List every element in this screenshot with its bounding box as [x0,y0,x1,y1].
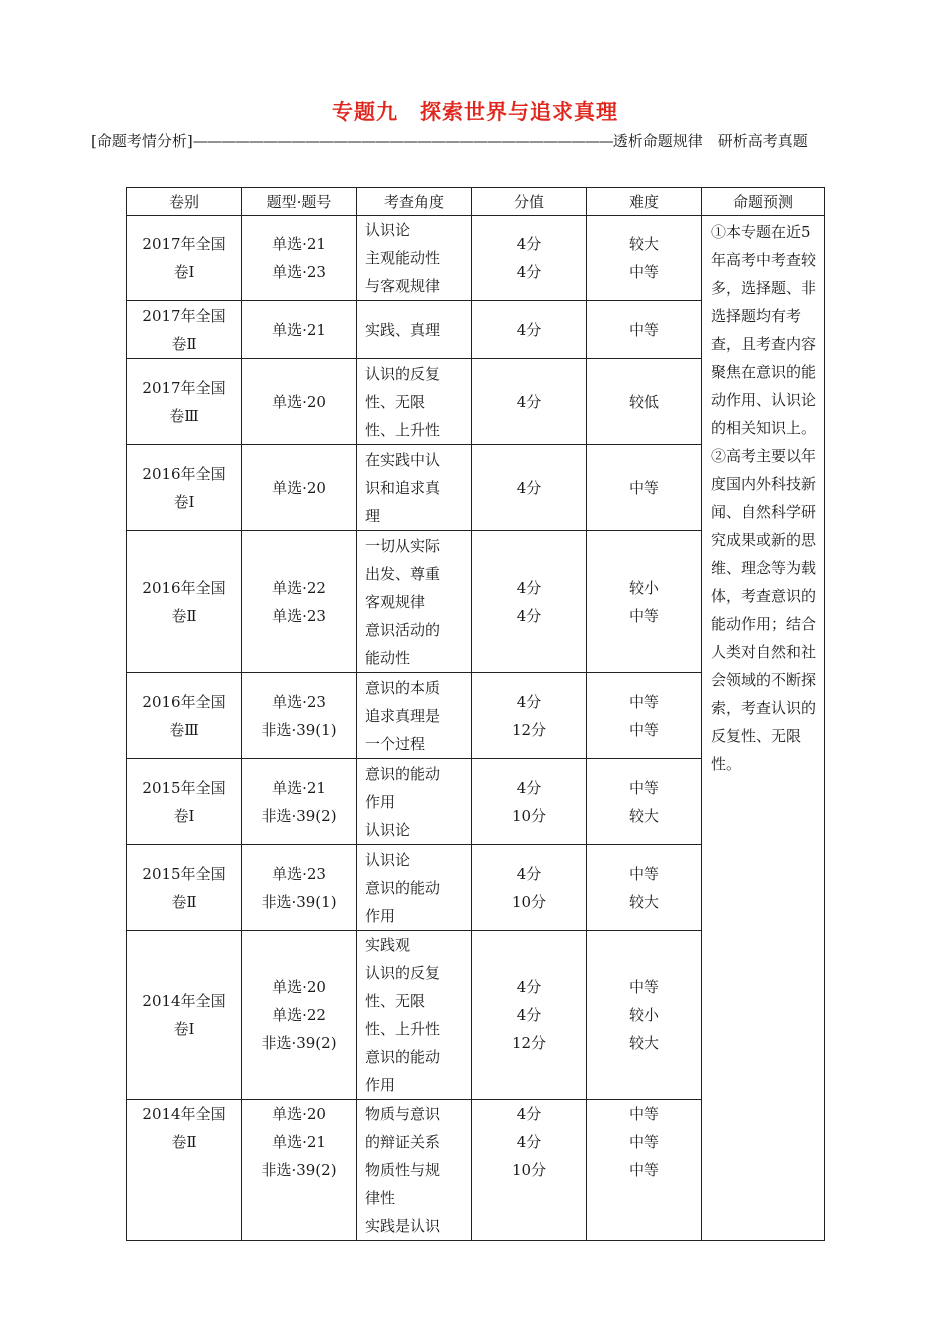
score-cell [472,531,587,673]
score-cell [472,759,587,845]
angle-line: 作用 [365,792,396,811]
difficulty-line: 中等 [628,478,659,497]
score-cell [472,673,587,759]
angle-line: 的辩证关系 [365,1133,441,1151]
type-line: 单选·21 [272,235,326,253]
difficulty-cell [587,673,702,759]
difficulty-line: 中等 [628,864,659,883]
difficulty-line: 较小 [628,578,659,597]
angle-line: 意识的能动 [365,764,441,783]
score-line: 4分 [516,320,542,339]
paper-cell [127,759,242,845]
difficulty-line: 中等 [628,1133,659,1151]
type-line: 非选·39(1) [261,720,337,739]
angle-line: 认识的反复 [365,964,441,982]
header-paper: 卷别 [127,188,242,216]
paper-line: 2016年全国 [142,464,226,483]
intro-dashes: —————————————————————————————— [192,132,613,150]
paper-line: 2014年全国 [142,1105,226,1123]
paper-cell [127,1100,242,1241]
paper-line: 卷Ⅲ [169,406,199,425]
paper-line: 卷Ⅱ [171,1133,197,1151]
angle-line: 主观能动性 [365,249,441,267]
paper-line: 卷Ⅱ [171,334,197,353]
difficulty-line: 较大 [628,1034,659,1052]
type-line: 单选·23 [272,263,326,281]
prediction-cell: ①本专题在近5年高考中考查较多，选择题、非选择题均有考查，且考查内容聚焦在意识的能动作用、认识论的相关知识上。②高考主要以年度国内外科技新闻、自然科学研究成果或新的思维、理念等为载体，考查意识的能动作用；结合人类对自然和社会领域的不断探索，考查认识的反复性、无限性。 [702,216,825,1241]
exam-analysis-table [126,187,825,1241]
angle-line: 能动性 [365,648,411,667]
angle-line: 物质性与规 [365,1161,441,1179]
type-cell [242,301,357,359]
score-line: 4分 [516,978,542,996]
angle-cell [357,445,472,531]
angle-line: 认识论 [365,820,411,839]
paper-line: 2017年全国 [142,235,226,253]
angle-line: 意识的能动 [365,1048,441,1066]
score-line: 4分 [516,778,542,797]
difficulty-cell [587,931,702,1100]
score-line: 4分 [516,263,542,281]
angle-line: 实践、真理 [365,320,441,339]
angle-line: 识和追求真 [365,478,441,497]
angle-line: 出发、尊重 [365,564,441,583]
paper-line: 卷Ⅰ [173,492,195,511]
type-line: 非选·39(2) [261,806,337,825]
angle-line: 作用 [365,906,396,925]
type-cell [242,359,357,445]
angle-line: 追求真理是 [365,706,441,725]
paper-cell [127,931,242,1100]
angle-line: 意识的本质 [365,678,441,697]
angle-line: 实践是认识 [365,1217,441,1235]
header-type: 题型·题号 [242,188,357,216]
type-line: 单选·20 [272,478,326,497]
score-line: 10分 [511,1161,547,1179]
angle-line: 在实践中认 [365,450,441,469]
score-line: 12分 [511,720,547,739]
type-line: 单选·23 [272,864,326,883]
score-cell [472,845,587,931]
type-line: 单选·20 [272,392,326,411]
intro-suffix: 透析命题规律 研析高考真题 [612,132,808,150]
type-line: 单选·21 [272,1133,326,1151]
difficulty-line: 中等 [628,1105,659,1123]
difficulty-cell [587,531,702,673]
score-cell [472,301,587,359]
paper-cell [127,216,242,301]
difficulty-line: 中等 [628,692,659,711]
type-line: 单选·23 [272,606,326,625]
paper-line: 2016年全国 [142,692,226,711]
type-cell [242,931,357,1100]
score-line: 4分 [516,606,542,625]
difficulty-line: 较大 [628,892,659,911]
difficulty-line: 较小 [628,1006,659,1024]
angle-line: 实践观 [365,936,411,954]
type-line: 单选·23 [272,692,326,711]
angle-line: 物质与意识 [365,1105,441,1123]
score-line: 12分 [511,1034,547,1052]
angle-line: 一切从实际 [365,536,441,555]
paper-line: 卷Ⅰ [173,263,195,281]
angle-line: 性、无限 [365,392,426,411]
paper-line: 2015年全国 [142,778,226,797]
angle-cell [357,931,472,1100]
angle-line: 作用 [365,1076,396,1094]
paper-cell [127,359,242,445]
score-line: 4分 [516,1006,542,1024]
angle-line: 理 [365,506,381,525]
paper-line: 卷Ⅲ [169,720,199,739]
type-line: 单选·22 [272,1006,326,1024]
score-line: 4分 [516,235,542,253]
paper-cell [127,301,242,359]
type-cell [242,845,357,931]
type-line: 单选·20 [272,978,326,996]
angle-cell [357,216,472,301]
difficulty-cell [587,216,702,301]
table-row [127,216,825,301]
header-angle: 考查角度 [357,188,472,216]
difficulty-line: 中等 [628,320,659,339]
score-line: 4分 [516,1133,542,1151]
angle-line: 意识活动的 [365,620,441,639]
score-cell [472,445,587,531]
difficulty-line: 中等 [628,263,659,281]
difficulty-cell [587,301,702,359]
type-cell [242,216,357,301]
paper-cell [127,845,242,931]
paper-line: 2015年全国 [142,864,226,883]
type-line: 非选·39(1) [261,892,337,911]
score-cell [472,931,587,1100]
angle-line: 意识的能动 [365,878,441,897]
header-prediction: 命题预测 [702,188,825,216]
angle-cell [357,301,472,359]
difficulty-line: 较大 [628,235,659,253]
difficulty-line: 中等 [628,606,659,625]
intro-line [91,128,861,154]
difficulty-cell [587,445,702,531]
angle-cell [357,673,472,759]
type-line: 非选·39(2) [261,1034,337,1052]
angle-line: 认识的反复 [365,364,441,383]
score-line: 4分 [516,1105,542,1123]
paper-cell [127,445,242,531]
angle-line: 性、无限 [365,992,426,1010]
angle-line: 性、上升性 [365,1020,441,1038]
angle-line: 性、上升性 [365,420,441,439]
angle-line: 客观规律 [365,592,426,611]
score-line: 4分 [516,478,542,497]
angle-line: 律性 [365,1189,396,1207]
score-cell [472,1100,587,1241]
type-cell [242,673,357,759]
angle-line: 认识论 [365,850,411,869]
angle-cell [357,759,472,845]
type-cell [242,531,357,673]
score-line: 10分 [511,892,547,911]
paper-line: 2017年全国 [142,378,226,397]
header-score: 分值 [472,188,587,216]
score-line: 10分 [511,806,547,825]
difficulty-line: 较低 [628,392,659,411]
score-line: 4分 [516,578,542,597]
difficulty-cell [587,845,702,931]
score-cell [472,216,587,301]
angle-cell [357,531,472,673]
angle-line: 一个过程 [365,734,426,753]
difficulty-line: 中等 [628,978,659,996]
score-line: 4分 [516,692,542,711]
angle-cell [357,1100,472,1241]
angle-cell [357,845,472,931]
paper-cell [127,531,242,673]
paper-line: 卷Ⅰ [173,1020,195,1038]
paper-line: 卷Ⅱ [171,892,197,911]
paper-line: 2016年全国 [142,578,226,597]
paper-line: 2014年全国 [142,992,226,1010]
paper-cell [127,673,242,759]
table-header-row [127,188,825,216]
difficulty-line: 中等 [628,1161,659,1179]
type-line: 单选·20 [272,1105,326,1123]
paper-line: 卷Ⅰ [173,806,195,825]
page-title: 专题九 探索世界与追求真理 [332,100,618,124]
angle-cell [357,359,472,445]
type-line: 单选·21 [272,778,326,797]
type-cell [242,759,357,845]
difficulty-line: 中等 [628,720,659,739]
angle-line: 与客观规律 [365,277,441,295]
type-line: 单选·22 [272,578,326,597]
difficulty-cell [587,1100,702,1241]
difficulty-line: 较大 [628,806,659,825]
header-difficulty: 难度 [587,188,702,216]
type-cell [242,1100,357,1241]
score-cell [472,359,587,445]
type-cell [242,445,357,531]
paper-line: 2017年全国 [142,306,226,325]
score-line: 4分 [516,864,542,883]
difficulty-cell [587,359,702,445]
paper-line: 卷Ⅱ [171,606,197,625]
intro-label: [命题考情分析] [91,132,193,150]
type-line: 非选·39(2) [261,1161,337,1179]
type-line: 单选·21 [272,320,326,339]
difficulty-cell [587,759,702,845]
score-line: 4分 [516,392,542,411]
angle-line: 认识论 [365,221,411,239]
difficulty-line: 中等 [628,778,659,797]
